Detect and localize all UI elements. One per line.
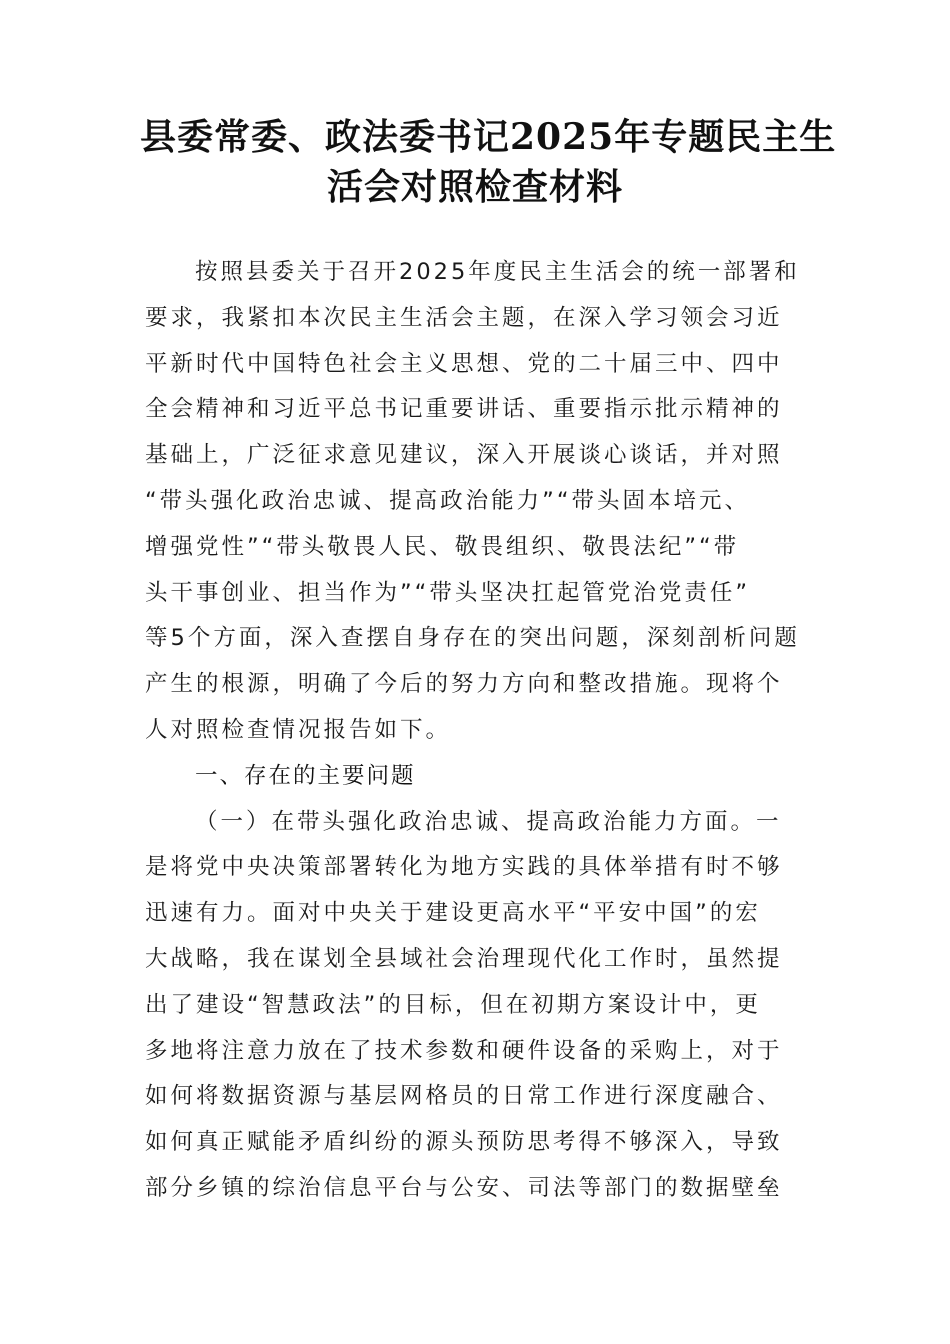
text-line: 人对照检查情况报告如下。 <box>145 716 452 743</box>
paragraph-problems <box>145 800 805 1212</box>
text-line: 等5个方面，深入查摆自身存在的突出问题，深刻剖析问题 <box>145 625 800 652</box>
text-line: 产生的根源，明确了今后的努力方向和整改措施。现将个 <box>145 671 783 698</box>
text-line: （一）在带头强化政治忠诚、提高政治能力方面。一 <box>195 808 782 835</box>
text-line: 是将党中央决策部署转化为地方实践的具体举措有时不够 <box>145 854 783 881</box>
text-line: 平新时代中国特色社会主义思想、党的二十届三中、四中 <box>145 350 783 377</box>
section-heading-1: 一、存在的主要问题 <box>195 762 416 789</box>
text-line: 如何将数据资源与基层网格员的日常工作进行深度融合、 <box>145 1083 783 1110</box>
text-line: 大战略，我在谋划全县域社会治理现代化工作时，虽然提 <box>145 945 783 972</box>
text-line: 如何真正赋能矛盾纠纷的源头预防思考得不够深入，导致 <box>145 1129 783 1156</box>
text-line: 增强党性”“带头敬畏人民、敬畏组织、敬畏法纪”“带 <box>145 533 740 560</box>
document-title <box>140 112 837 212</box>
text-line: 多地将注意力放在了技术参数和硬件设备的采购上，对于 <box>145 1037 783 1064</box>
text-line: 全会精神和习近平总书记重要讲话、重要指示批示精神的 <box>145 396 783 423</box>
text-line: 基础上，广泛征求意见建议，深入开展谈心谈话，并对照 <box>145 442 783 469</box>
text-line: 迅速有力。面对中央关于建设更高水平“平安中国”的宏 <box>145 900 761 927</box>
document-body <box>145 250 805 1212</box>
text-line: 部分乡镇的综治信息平台与公安、司法等部门的数据壁垒 <box>145 1174 783 1201</box>
title-line-2: 活会对照检查材料 <box>326 166 623 208</box>
text-line: 头干事创业、担当作为”“带头坚决扛起管党治党责任” <box>145 579 750 606</box>
text-line: 要求，我紧扣本次民主生活会主题，在深入学习领会习近 <box>145 304 783 331</box>
title-line-1: 县委常委、政法委书记2025年专题民主生 <box>140 116 837 158</box>
text-line: 按照县委关于召开2025年度民主生活会的统一部署和 <box>195 259 800 285</box>
text-line: “带头强化政治忠诚、提高政治能力”“带头固本培元、 <box>145 487 750 514</box>
paragraph-intro <box>145 250 805 754</box>
text-line: 出了建设“智慧政法”的目标，但在初期方案设计中，更 <box>145 991 761 1018</box>
